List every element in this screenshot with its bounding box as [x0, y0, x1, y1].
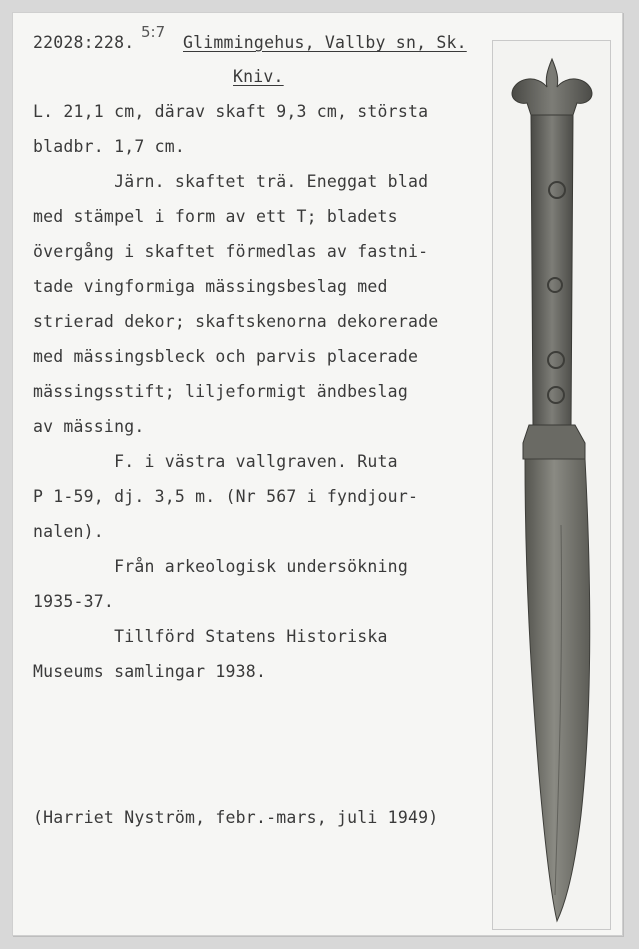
text-line: nalen). — [33, 522, 104, 541]
text-line: Museums samlingar 1938. — [33, 662, 267, 681]
text-line: F. i västra vallgraven. Ruta — [33, 452, 398, 471]
text-line: tade vingformiga mässingsbeslag med — [33, 277, 388, 296]
text-line: med mässingsbleck och parvis placerade — [33, 347, 419, 366]
cataloguer-signature: (Harriet Nyström, febr.-mars, juli 1949) — [33, 808, 439, 827]
text-line: L. 21,1 cm, därav skaft 9,3 cm, största — [33, 102, 429, 121]
text-line: strierad dekor; skaftskenorna dekorerade — [33, 312, 439, 331]
text-line: Järn. skaftet trä. Eneggat blad — [33, 172, 429, 191]
text-line: mässingsstift; liljeformigt ändbeslag — [33, 382, 408, 401]
object-title: Kniv. — [233, 67, 284, 86]
text-line: Från arkeologisk undersökning — [33, 557, 408, 576]
catalog-card — [12, 12, 623, 936]
text-line: Tillförd Statens Historiska — [33, 627, 388, 646]
text-line: av mässing. — [33, 417, 145, 436]
find-location: Glimmingehus, Vallby sn, Sk. — [183, 33, 467, 52]
text-line: övergång i skaftet förmedlas av fastni- — [33, 242, 429, 261]
handwritten-note: 5:7 — [141, 23, 166, 41]
text-line: med stämpel i form av ett T; bladets — [33, 207, 398, 226]
knife-photo — [501, 55, 603, 927]
text-line: bladbr. 1,7 cm. — [33, 137, 186, 156]
text-line: P 1-59, dj. 3,5 m. (Nr 567 i fyndjour- — [33, 487, 419, 506]
text-line: 1935-37. — [33, 592, 115, 611]
catalog-number: 22028:228. — [33, 33, 135, 52]
